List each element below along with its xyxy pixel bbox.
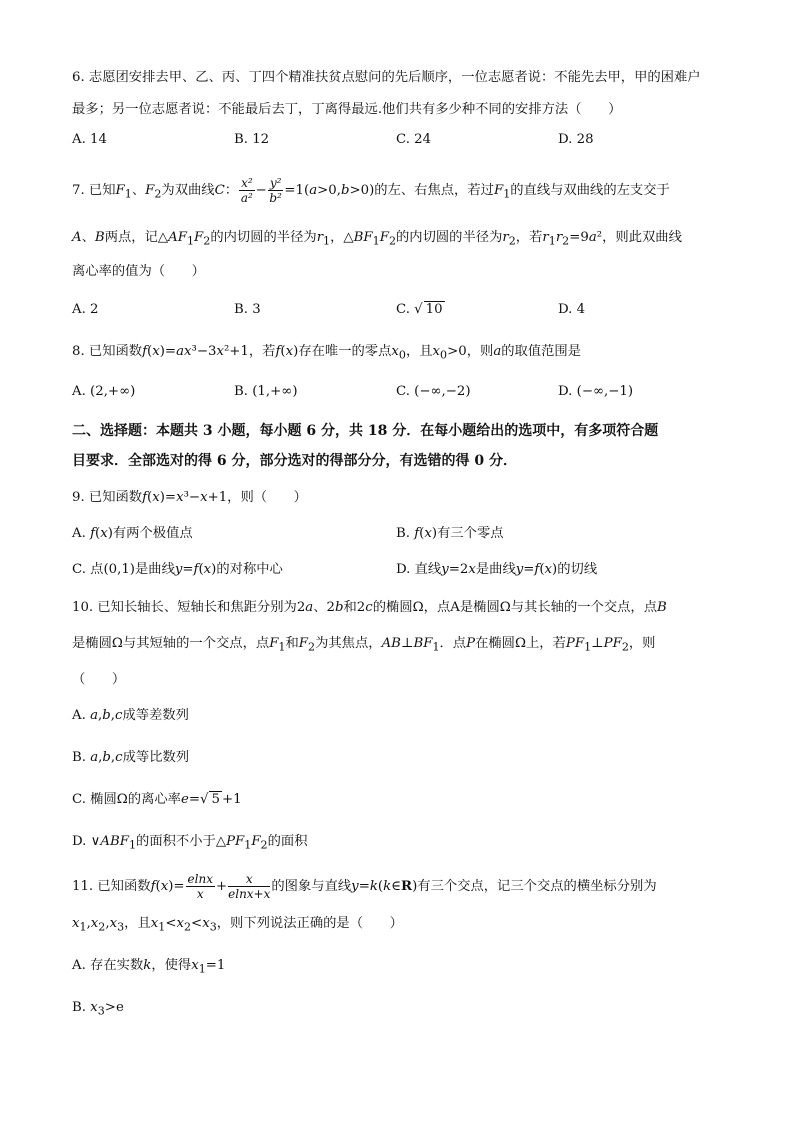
q8-option-a[interactable]: A. (2,+∞) bbox=[72, 384, 136, 399]
q11-option-b-label: B. bbox=[72, 1000, 86, 1015]
q10-text: 是椭圆Ω与其短轴的一个交点，点 bbox=[72, 636, 270, 651]
q11-option-b[interactable]: B. $x_3>e$ bbox=[72, 1000, 124, 1018]
q10-option-d[interactable]: D. $\vee ABF_1$的面积不小于$\triangle PF_1F_2$的面积 bbox=[72, 834, 308, 852]
q9-option-d-text: 是曲线 bbox=[475, 562, 516, 577]
q7-option-c-value: 10 bbox=[425, 302, 443, 317]
q10-option-c-text: C. 椭圆Ω的离心率 bbox=[72, 792, 181, 807]
q10-option-c[interactable]: C. 椭圆Ω的离心率e=√ 5 +1 bbox=[72, 792, 242, 807]
q11-option-a[interactable]: A. 存在实数k，使得$x_1=1$ bbox=[72, 958, 226, 976]
q7-option-c[interactable]: C. √ 10 bbox=[396, 302, 443, 317]
q9-text: ，则（ ） bbox=[227, 490, 307, 505]
q11-text: ，则下列说法正确的是（ ） bbox=[216, 916, 403, 931]
q8-text: 8. 已知函数 bbox=[72, 344, 143, 359]
q9-option-c-text: C. 点(0,1)是曲线 bbox=[72, 562, 175, 577]
section2-heading-line1: 二、选择题：本题共 3 小题，每小题 6 分，共 18 分．在每小题给出的选项中，有多项符合题 bbox=[72, 423, 659, 439]
q7-text: 的内切圆的半径为 bbox=[396, 230, 503, 245]
q11-text: 有三个交点，记三个交点的横坐标分别为 bbox=[417, 879, 657, 894]
q10-option-b[interactable]: B. a,b,c成等比数列 bbox=[72, 750, 190, 765]
q10-text: 10. 已知长轴长、短轴长和焦距分别为 bbox=[72, 600, 297, 615]
q11-line2: $x_1,x_2,x_3$，且$x_1<x_2<x_3$，则下列说法正确的是（ ） bbox=[72, 916, 403, 934]
q9-option-c[interactable]: C. 点(0,1)是曲线y=f(x)的对称中心 bbox=[72, 562, 283, 577]
q6-option-b[interactable]: B. 12 bbox=[234, 132, 270, 147]
q10-option-d-text: 的面积不小于 bbox=[136, 834, 216, 849]
q8-option-d[interactable]: D. (−∞,−1) bbox=[558, 384, 634, 399]
q8-line1: 8. 已知函数f(x)=ax³−3x²+1，若f(x)存在唯一的零点$x_0$，且$x_0>0$，则a的取值范围是 bbox=[72, 344, 582, 362]
q6-line1: 6. 志愿团安排去甲、乙、丙、丁四个精准扶贫点慰问的先后顺序，一位志愿者说：不能先去甲，甲的困难户 bbox=[72, 70, 701, 85]
q10-text: 在椭圆Ω上，若 bbox=[475, 636, 566, 651]
q10-line1: 10. 已知长轴长、短轴长和焦距分别为2a、2b和2c的椭圆Ω，点A是椭圆Ω与其长轴的一个交点，点B bbox=[72, 600, 667, 615]
q10-text: 和 bbox=[285, 636, 299, 651]
q9-option-b-text: 有三个零点 bbox=[437, 526, 504, 541]
q8-text: 存在唯一的零点 bbox=[298, 344, 392, 359]
q9-line1: 9. 已知函数f(x)=x³−x+1，则（ ） bbox=[72, 490, 307, 505]
q11-line1: 11. 已知函数f(x)= $\frac{elnx}{x}$ + $\frac{x}{elnx+x}$ 的图象与直线y=k(k∈R)有三个交点，记三个交点的横坐标分别为 bbox=[72, 872, 657, 901]
q7-text: 两点，记 bbox=[104, 230, 158, 245]
q7-text: 的内切圆的半径为 bbox=[210, 230, 317, 245]
q10-text: ，则 bbox=[628, 636, 656, 651]
q9-option-a-text: 有两个极值点 bbox=[112, 526, 193, 541]
q7-option-c-label: C. bbox=[396, 302, 410, 317]
q10-line2: 是椭圆Ω与其短轴的一个交点，点$F_1$和$F_2$为其焦点，$AB\perp BF_1$．点P在椭圆Ω上，若$PF_1\perp PF_2$，则 bbox=[72, 636, 656, 654]
q7-text: 为双曲线 bbox=[161, 183, 215, 198]
q7-option-d[interactable]: D. 4 bbox=[558, 302, 586, 317]
q10-option-d-text: 的面积 bbox=[267, 834, 308, 849]
q6-option-c[interactable]: C. 24 bbox=[396, 132, 432, 147]
q11-text: 11. 已知函数 bbox=[72, 879, 151, 894]
q11-option-a-text: ，使得 bbox=[151, 958, 192, 973]
q8-text: ，若 bbox=[248, 344, 276, 359]
q9-option-d-text: D. 直线 bbox=[396, 562, 442, 577]
q8-option-c[interactable]: C. (−∞,−2) bbox=[396, 384, 471, 399]
q7-line1: 7. 已知$F_1$、$F_2$为双曲线C： $\frac{\text{x²}}{\text{a²}}$ − $\frac{\text{y²}}{\text{b²}}$ =1(a>0,b>0)的左、右焦点，若过$F_1$的直线与双曲线的左支交于 bbox=[72, 176, 670, 205]
q8-text: ，则 bbox=[466, 344, 494, 359]
q7-line2: A、B两点，记$\triangle AF_1F_2$的内切圆的半径为$r_1$，$\triangle BF_1F_2$的内切圆的半径为$r_2$，若$r_1r_2=9a^2$，则此双曲线 bbox=[72, 230, 682, 248]
q7-text: ， bbox=[330, 230, 344, 245]
q6-line2: 最多；另一位志愿者说：不能最后去丁，丁离得最远.他们共有多少种不同的安排方法（ ） bbox=[72, 102, 622, 117]
q11-option-a-text: A. 存在实数 bbox=[72, 958, 144, 973]
q8-text: ，且 bbox=[405, 344, 433, 359]
q10-line3: （ ） bbox=[72, 672, 126, 687]
section2-heading-line2: 目要求．全部选对的得 6 分，部分选对的得部分分，有选错的得 0 分． bbox=[72, 453, 517, 469]
q9-option-d-text: 的切线 bbox=[557, 562, 598, 577]
q7-option-a[interactable]: A. 2 bbox=[72, 302, 99, 317]
q10-text: ．点 bbox=[439, 636, 467, 651]
q11-text: 的图象与直线 bbox=[271, 879, 352, 894]
q7-text: ，若 bbox=[515, 230, 543, 245]
q7-text: 7. 已知 bbox=[72, 183, 116, 198]
q9-option-c-text: 的对称中心 bbox=[216, 562, 283, 577]
q7-text: ，则此双曲线 bbox=[602, 230, 682, 245]
q9-option-a[interactable]: A. f(x)有两个极值点 bbox=[72, 526, 193, 541]
q8-option-b[interactable]: B. (1,+∞) bbox=[234, 384, 298, 399]
q11-text: ，且 bbox=[124, 916, 151, 931]
q7-option-b[interactable]: B. 3 bbox=[234, 302, 261, 317]
q7-line3: 离心率的值为（ ） bbox=[72, 264, 205, 279]
q10-text: 为其焦点， bbox=[315, 636, 382, 651]
q9-text: 9. 已知函数 bbox=[72, 490, 143, 505]
q10-text: 的椭圆Ω，点A是椭圆Ω与其长轴的一个交点，点 bbox=[372, 600, 658, 615]
q7-text: 的左、右焦点，若过 bbox=[374, 183, 494, 198]
q6-option-a[interactable]: A. 14 bbox=[72, 132, 107, 147]
q9-option-b[interactable]: B. f(x)有三个零点 bbox=[396, 526, 504, 541]
q10-option-b-text: 成等比数列 bbox=[122, 750, 190, 765]
q10-option-a[interactable]: A. a,b,c成等差数列 bbox=[72, 708, 189, 723]
q7-text: 的直线与双曲线的左支交于 bbox=[510, 183, 670, 198]
q8-text: 的取值范围是 bbox=[501, 344, 582, 359]
q6-option-d[interactable]: D. 28 bbox=[558, 132, 594, 147]
q10-option-a-text: 成等差数列 bbox=[122, 708, 189, 723]
q9-option-d[interactable]: D. 直线y=2x是曲线y=f(x)的切线 bbox=[396, 562, 598, 577]
